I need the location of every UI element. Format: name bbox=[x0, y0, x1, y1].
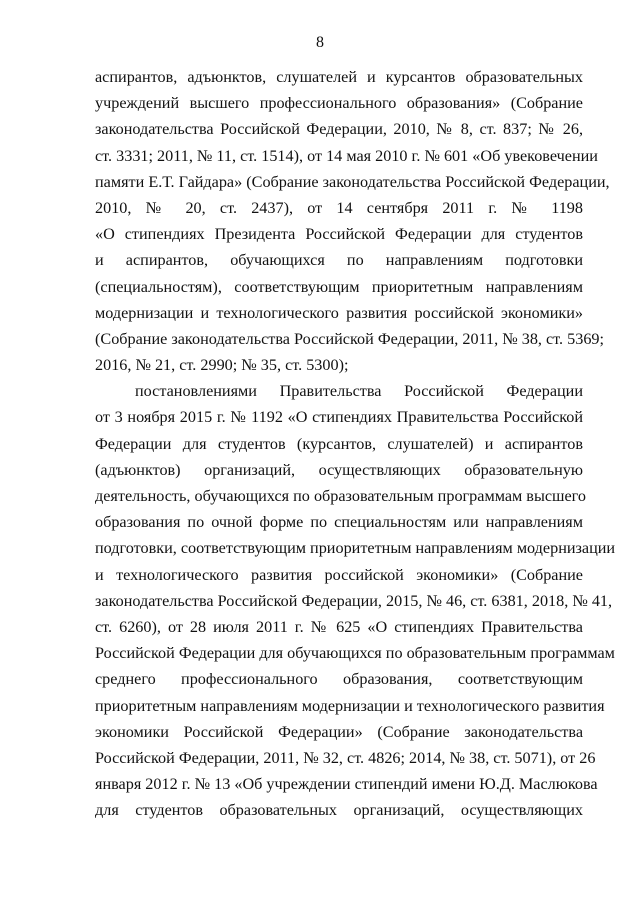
text-line: января 2012 г. № 13 «Об учреждении стипендий имени Ю.Д. Маслюкова bbox=[95, 775, 598, 794]
text-line: Федерации для студентов (курсантов, слушателей) и аспирантов bbox=[95, 434, 583, 453]
text-line: от 3 ноября 2015 г. № 1192 «О стипендиях Правительства Российской bbox=[95, 408, 583, 427]
text-line: и аспирантов, обучающихся по направлениям подготовки bbox=[95, 251, 583, 270]
text-line: модернизации и технологического развития российской экономики» bbox=[95, 303, 583, 322]
body-text bbox=[95, 64, 616, 823]
text-line: подготовки, соответствующим приоритетным направлениям модернизации bbox=[95, 539, 616, 558]
text-line: Российской Федерации для обучающихся по образовательным программам bbox=[95, 644, 615, 663]
text-line: (Собрание законодательства Российской Федерации, 2011, № 38, ст. 5369; bbox=[95, 329, 605, 348]
text-line: Российской Федерации, 2011, № 32, ст. 4826; 2014, № 38, ст. 5071), от 26 bbox=[95, 748, 596, 767]
text-line: ст. 3331; 2011, № 11, ст. 1514), от 14 мая 2010 г. № 601 «Об увековечении bbox=[95, 146, 598, 165]
text-line: законодательства Российской Федерации, 2010, № 8, ст. 837; № 26, bbox=[95, 120, 583, 139]
text-line: экономики Российской Федерации» (Собрание законодательства bbox=[95, 722, 583, 741]
text-line: учреждений высшего профессионального образования» (Собрание bbox=[95, 94, 583, 113]
text-line: приоритетным направлениям модернизации и технологического развития bbox=[95, 696, 605, 715]
text-line: и технологического развития российской экономики» (Собрание bbox=[95, 565, 583, 584]
text-line: законодательства Российской Федерации, 2015, № 46, ст. 6381, 2018, № 41, bbox=[95, 591, 613, 610]
page-number: 8 bbox=[316, 34, 324, 51]
text-line: «О стипендиях Президента Российской Федерации для студентов bbox=[95, 225, 583, 244]
text-line: (адъюнктов) организаций, осуществляющих образовательную bbox=[95, 460, 583, 479]
paragraph-start-line: постановлениями Правительства Российской Федерации bbox=[135, 382, 583, 401]
text-line: памяти Е.Т. Гайдара» (Собрание законодательства Российской Федерации, bbox=[95, 172, 610, 191]
text-line: ст. 6260), от 28 июля 2011 г. № 625 «О стипендиях Правительства bbox=[95, 617, 583, 636]
text-line: образования по очной форме по специальностям или направлениям bbox=[95, 513, 583, 532]
text-line: аспирантов, адъюнктов, слушателей и курсантов образовательных bbox=[95, 68, 583, 86]
text-line: деятельность, обучающихся по образовательным программам высшего bbox=[95, 487, 586, 505]
text-line: (специальностям), соответствующим приоритетным направлениям bbox=[95, 277, 583, 296]
text-line: для студентов образовательных организаций, осуществляющих bbox=[95, 801, 583, 820]
text-line: 2016, № 21, ст. 2990; № 35, ст. 5300); bbox=[95, 356, 349, 375]
text-line: среднего профессионального образования, соответствующим bbox=[95, 670, 583, 689]
text-line: 2010, № 20, ст. 2437), от 14 сентября 2011 г. № 1198 bbox=[95, 198, 583, 217]
